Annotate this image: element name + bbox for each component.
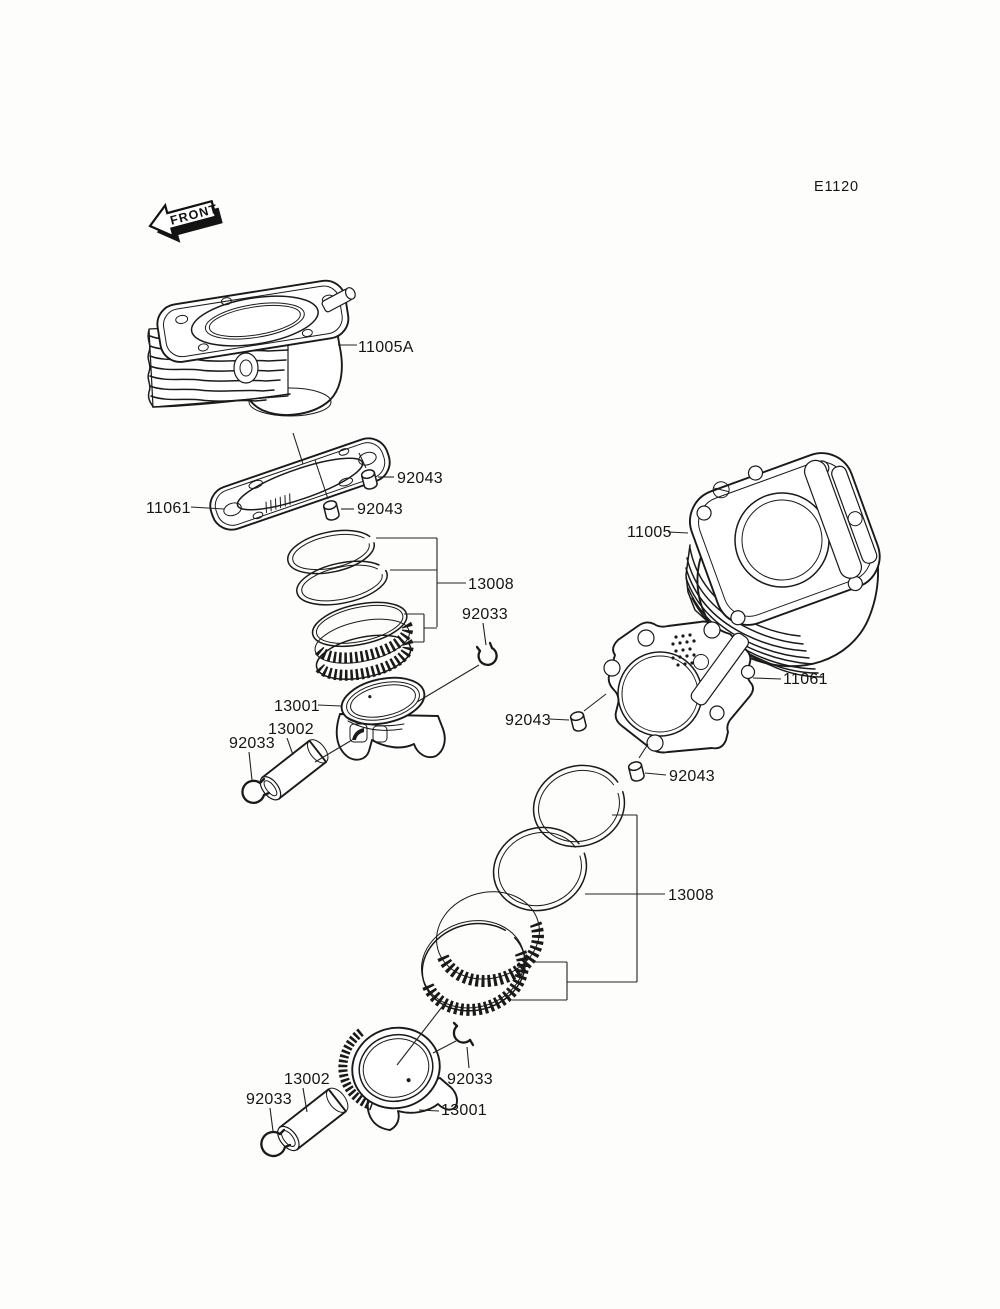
piston-front bbox=[337, 671, 445, 760]
part-label-13002-rear: 13002 bbox=[284, 1071, 330, 1088]
part-label-11061-front: 11061 bbox=[146, 500, 191, 517]
part-label-11005: 11005 bbox=[627, 524, 672, 541]
part-label-92043-rear-1: 92043 bbox=[505, 712, 551, 729]
part-label-92033-rear-1: 92033 bbox=[447, 1071, 493, 1088]
snap-ring-front-right bbox=[477, 643, 497, 665]
snap-ring-rear-right bbox=[454, 1023, 473, 1045]
part-label-92033-rear-2: 92033 bbox=[246, 1091, 292, 1108]
part-label-92043-front-1: 92043 bbox=[397, 470, 443, 487]
head-gasket-rear bbox=[604, 622, 755, 753]
piston-ring-set-front bbox=[284, 523, 418, 687]
part-label-13001-front: 13001 bbox=[274, 698, 320, 715]
part-label-11005a: 11005A bbox=[358, 339, 414, 356]
part-label-92033-front-1: 92033 bbox=[462, 606, 508, 623]
oil-ring-assembly-front bbox=[306, 595, 418, 687]
part-label-13008-rear: 13008 bbox=[668, 887, 714, 904]
part-label-11061-rear: 11061 bbox=[783, 671, 828, 688]
dowel-pin-front-2 bbox=[323, 500, 340, 522]
part-label-13002-front: 13002 bbox=[268, 721, 314, 738]
front-arrow-label: FRONT bbox=[168, 201, 220, 228]
cylinder-front bbox=[148, 278, 357, 416]
piston-rear bbox=[343, 1018, 457, 1130]
front-direction-arrow bbox=[146, 192, 225, 249]
dowel-pin-rear-2 bbox=[628, 761, 645, 783]
part-label-92033-front-2: 92033 bbox=[229, 735, 275, 752]
part-label-13008-front: 13008 bbox=[468, 576, 514, 593]
part-label-92043-front-2: 92043 bbox=[357, 501, 403, 518]
part-label-92043-rear-2: 92043 bbox=[669, 768, 715, 785]
dowel-pin-rear-1 bbox=[570, 711, 587, 733]
part-label-13001-rear: 13001 bbox=[441, 1102, 487, 1119]
oil-ring-assembly-rear bbox=[405, 880, 556, 1022]
diagram-code: E1120 bbox=[814, 179, 859, 195]
